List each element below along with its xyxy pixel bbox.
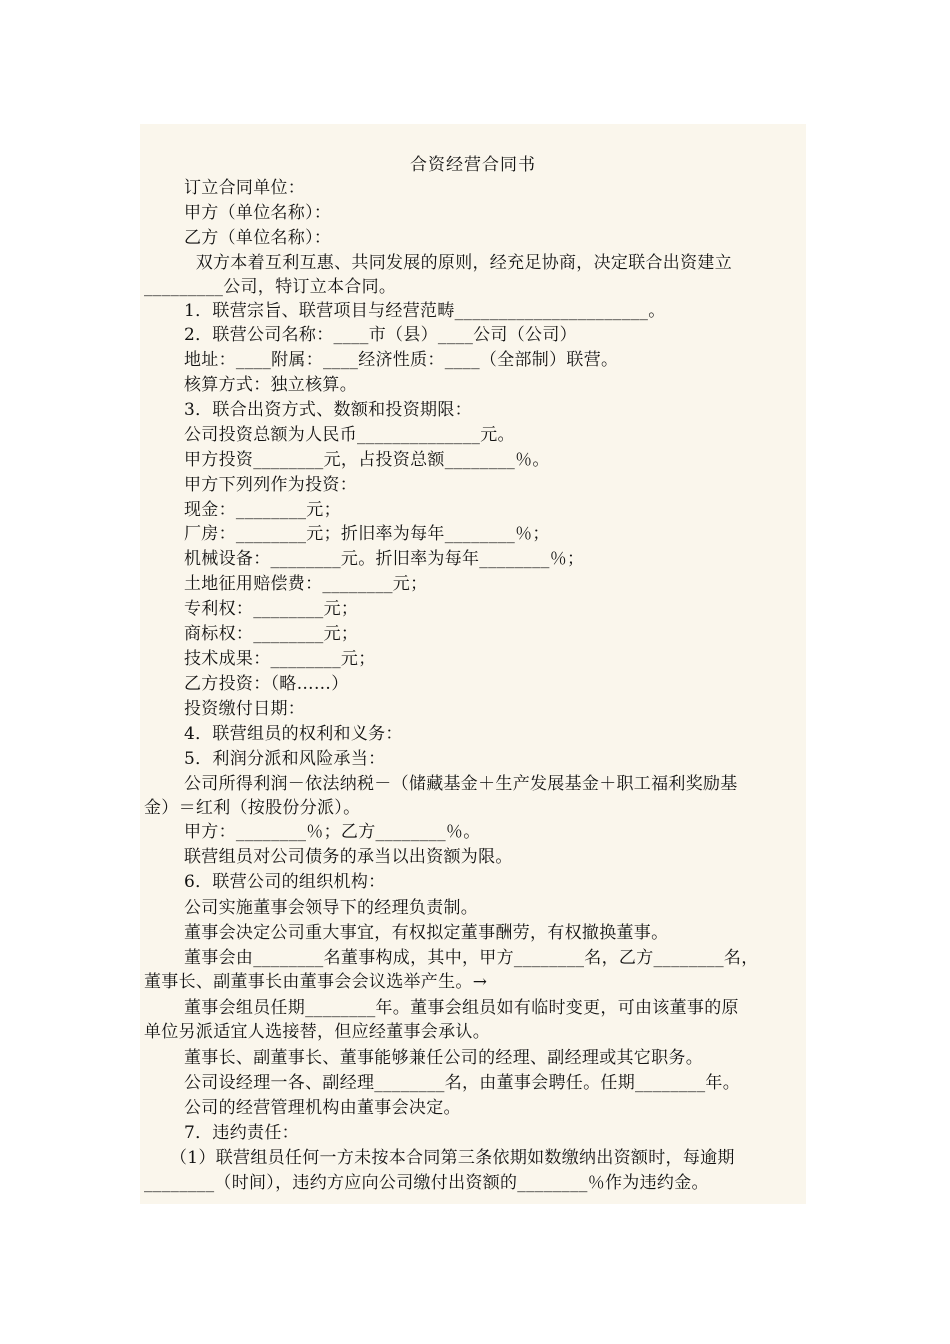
document-line: 3．联合出资方式、数额和投资期限： (184, 400, 472, 420)
document-line: 甲方：________％；乙方________％。 (184, 822, 481, 842)
document-line: 乙方（单位名称）： (184, 228, 332, 248)
document-line: 甲方投资________元，占投资总额________％。 (184, 450, 550, 470)
document-line: _________公司，特订立本合同。 (144, 277, 397, 297)
document-line: ________（时间），违约方应向公司缴付出资额的________％作为违约金。 (144, 1173, 709, 1193)
document-line: 核算方式：独立核算。 (184, 375, 357, 395)
document-line: 5．利润分派和风险承当： (184, 749, 386, 769)
document-line: 金）＝红利（按股份分派）。 (144, 798, 361, 818)
document-line: 双方本着互利互惠、共同发展的原则，经充足协商，决定联合出资建立 (190, 253, 733, 273)
document-line: 公司设经理一各、副经理________名，由董事会聘任。任期________年。 (184, 1073, 740, 1093)
document-line: 董事会决定公司重大事宜，有权拟定董事酬劳，有权撤换董事。 (184, 923, 669, 943)
document-line: 甲方（单位名称）： (184, 203, 332, 223)
document-line: 厂房：________元；折旧率为每年________％； (184, 524, 550, 544)
document-line: 现金：________元； (184, 500, 341, 520)
document-line: 投资缴付日期： (184, 699, 306, 719)
document-line: 董事长、副董事长、董事能够兼任公司的经理、副经理或其它职务。 (184, 1048, 703, 1068)
document-line: 2．联营公司名称：____市（县）____公司（公司） (184, 325, 577, 345)
document-line: （1）联营组员任何一方未按本合同第三条依期如数缴纳出资额时，每逾期 (170, 1148, 735, 1168)
document-line: 董事会由________名董事构成，其中，甲方________名，乙方________名， (184, 948, 759, 968)
document-line: 6．联营公司的组织机构： (184, 872, 386, 892)
document-line: 单位另派适宜人选接替，但应经董事会承认。 (144, 1022, 490, 1042)
document-title: 合资经营合同书 (410, 155, 536, 175)
document-line: 地址：____附属：____经济性质：____（全部制）联营。 (184, 350, 619, 370)
document-line: 7．违约责任： (184, 1123, 299, 1143)
document-line: 公司的经营管理机构由董事会决定。 (184, 1098, 461, 1118)
document-line: 1．联营宗旨、联营项目与经营范畴______________________。 (184, 301, 666, 321)
document-line: 专利权：________元； (184, 599, 359, 619)
document-line: 机械设备：________元。折旧率为每年________％； (184, 549, 585, 569)
document-line: 乙方投资：（略……） (184, 674, 349, 694)
document-line: 商标权：________元； (184, 624, 359, 644)
document-line: 4．联营组员的权利和义务： (184, 724, 403, 744)
document-line: 联营组员对公司债务的承当以出资额为限。 (184, 847, 513, 867)
document-line: 土地征用赔偿费：________元； (184, 574, 428, 594)
document-line: 公司投资总额为人民币______________元。 (184, 425, 515, 445)
document-line: 董事长、副董事长由董事会会议选举产生。→ (144, 972, 488, 992)
document-line: 公司所得利润－依法纳税－（储藏基金＋生产发展基金＋职工福利奖励基 (184, 774, 738, 794)
document-line: 公司实施董事会领导下的经理负责制。 (184, 898, 479, 918)
document-line: 甲方下列列作为投资： (184, 475, 357, 495)
document-line: 订立合同单位： (184, 178, 306, 198)
document-line: 董事会组员任期________年。董事会组员如有临时变更，可由该董事的原 (184, 998, 739, 1018)
document-line: 技术成果：________元； (184, 649, 376, 669)
